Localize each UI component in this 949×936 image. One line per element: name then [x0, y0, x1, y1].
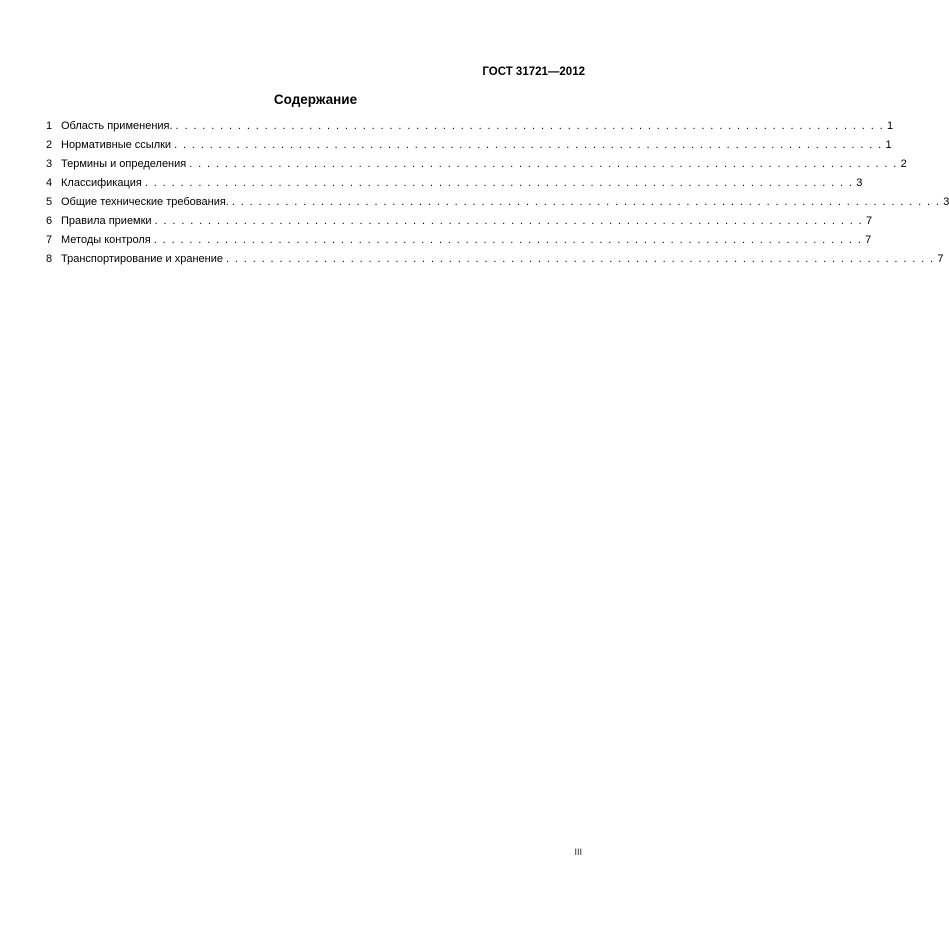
toc-entry-page: 2: [900, 158, 907, 170]
toc-entry-label: Общие технические требования.: [61, 196, 229, 208]
toc-entry-label: Область применения.: [61, 120, 173, 132]
toc-entry-page: 1: [885, 139, 892, 151]
toc-entry-page: 7: [865, 215, 873, 227]
toc-entry-label: Термины и определения: [61, 158, 187, 170]
toc-entry: [46, 155, 907, 174]
dot-leader: . . . . . . . . . . . . . . . . . . . . . . . . . . . . . . . . . . . . . . . . . . . . . . . . . . . . . . . . . . . . . . . . . . . . . . . . . . . . . . . .: [154, 215, 864, 227]
toc-entry: [46, 136, 892, 155]
dot-leader: . . . . . . . . . . . . . . . . . . . . . . . . . . . . . . . . . . . . . . . . . . . . . . . . . . . . . . . . . . . . . . . . . . . . . . . . . . . . . . . .: [231, 196, 941, 208]
page-content: [46, 0, 949, 936]
dot-leader: . . . . . . . . . . . . . . . . . . . . . . . . . . . . . . . . . . . . . . . . . . . . . . . . . . . . . . . . . . . . . . . . . . . . . . . . . . . . . . . .: [175, 120, 885, 132]
toc-entry: [46, 193, 949, 212]
toc-entry-page: 7: [937, 253, 944, 265]
dot-leader: . . . . . . . . . . . . . . . . . . . . . . . . . . . . . . . . . . . . . . . . . . . . . . . . . . . . . . . . . . . . . . . . . . . . . . . . . . . . . . . .: [174, 139, 883, 151]
toc-entry: [46, 231, 872, 250]
toc-entry-number: 3: [46, 158, 53, 170]
toc-entry-label: Нормативные ссылки: [61, 139, 172, 151]
toc-entry: [46, 117, 894, 136]
dot-leader: . . . . . . . . . . . . . . . . . . . . . . . . . . . . . . . . . . . . . . . . . . . . . . . . . . . . . . . . . . . . . . . . . . . . . . . . . . . . . . . .: [144, 177, 854, 189]
toc-entry-number: 1: [46, 120, 53, 132]
toc-entry-page: 3: [856, 177, 863, 189]
toc-entry-number: 7: [46, 234, 53, 246]
toc-entry-number: 2: [46, 139, 53, 151]
toc-entry: [46, 212, 873, 231]
toc-entry-label: Правила приемки: [61, 215, 152, 227]
toc-entry-page: 3: [943, 196, 949, 208]
dot-leader: . . . . . . . . . . . . . . . . . . . . . . . . . . . . . . . . . . . . . . . . . . . . . . . . . . . . . . . . . . . . . . . . . . . . . . . . . . . . . . . .: [153, 234, 863, 246]
toc-entry-page: 1: [886, 120, 894, 132]
dot-leader: . . . . . . . . . . . . . . . . . . . . . . . . . . . . . . . . . . . . . . . . . . . . . . . . . . . . . . . . . . . . . . . . . . . . . . . . . . . . . . . .: [225, 253, 935, 265]
toc-entry-number: 8: [46, 253, 53, 265]
dot-leader: . . . . . . . . . . . . . . . . . . . . . . . . . . . . . . . . . . . . . . . . . . . . . . . . . . . . . . . . . . . . . . . . . . . . . . . . . . . . . . . .: [189, 158, 898, 170]
toc-list: [46, 117, 949, 269]
toc-entry-number: 6: [46, 215, 53, 227]
toc-entry-number: 4: [46, 177, 53, 189]
toc-entry-number: 5: [46, 196, 53, 208]
toc-entry: [46, 250, 944, 269]
toc-entry-label: Классификация: [61, 177, 142, 189]
toc-entry-label: Методы контроля: [61, 234, 151, 246]
toc-entry-page: 7: [865, 234, 872, 246]
toc-entry: [46, 174, 863, 193]
toc-entry-label: Транспортирование и хранение: [61, 253, 223, 265]
page-number: III: [574, 847, 582, 857]
toc-title: Содержание: [273, 92, 358, 107]
document-code: ГОСТ 31721—2012: [482, 66, 585, 78]
